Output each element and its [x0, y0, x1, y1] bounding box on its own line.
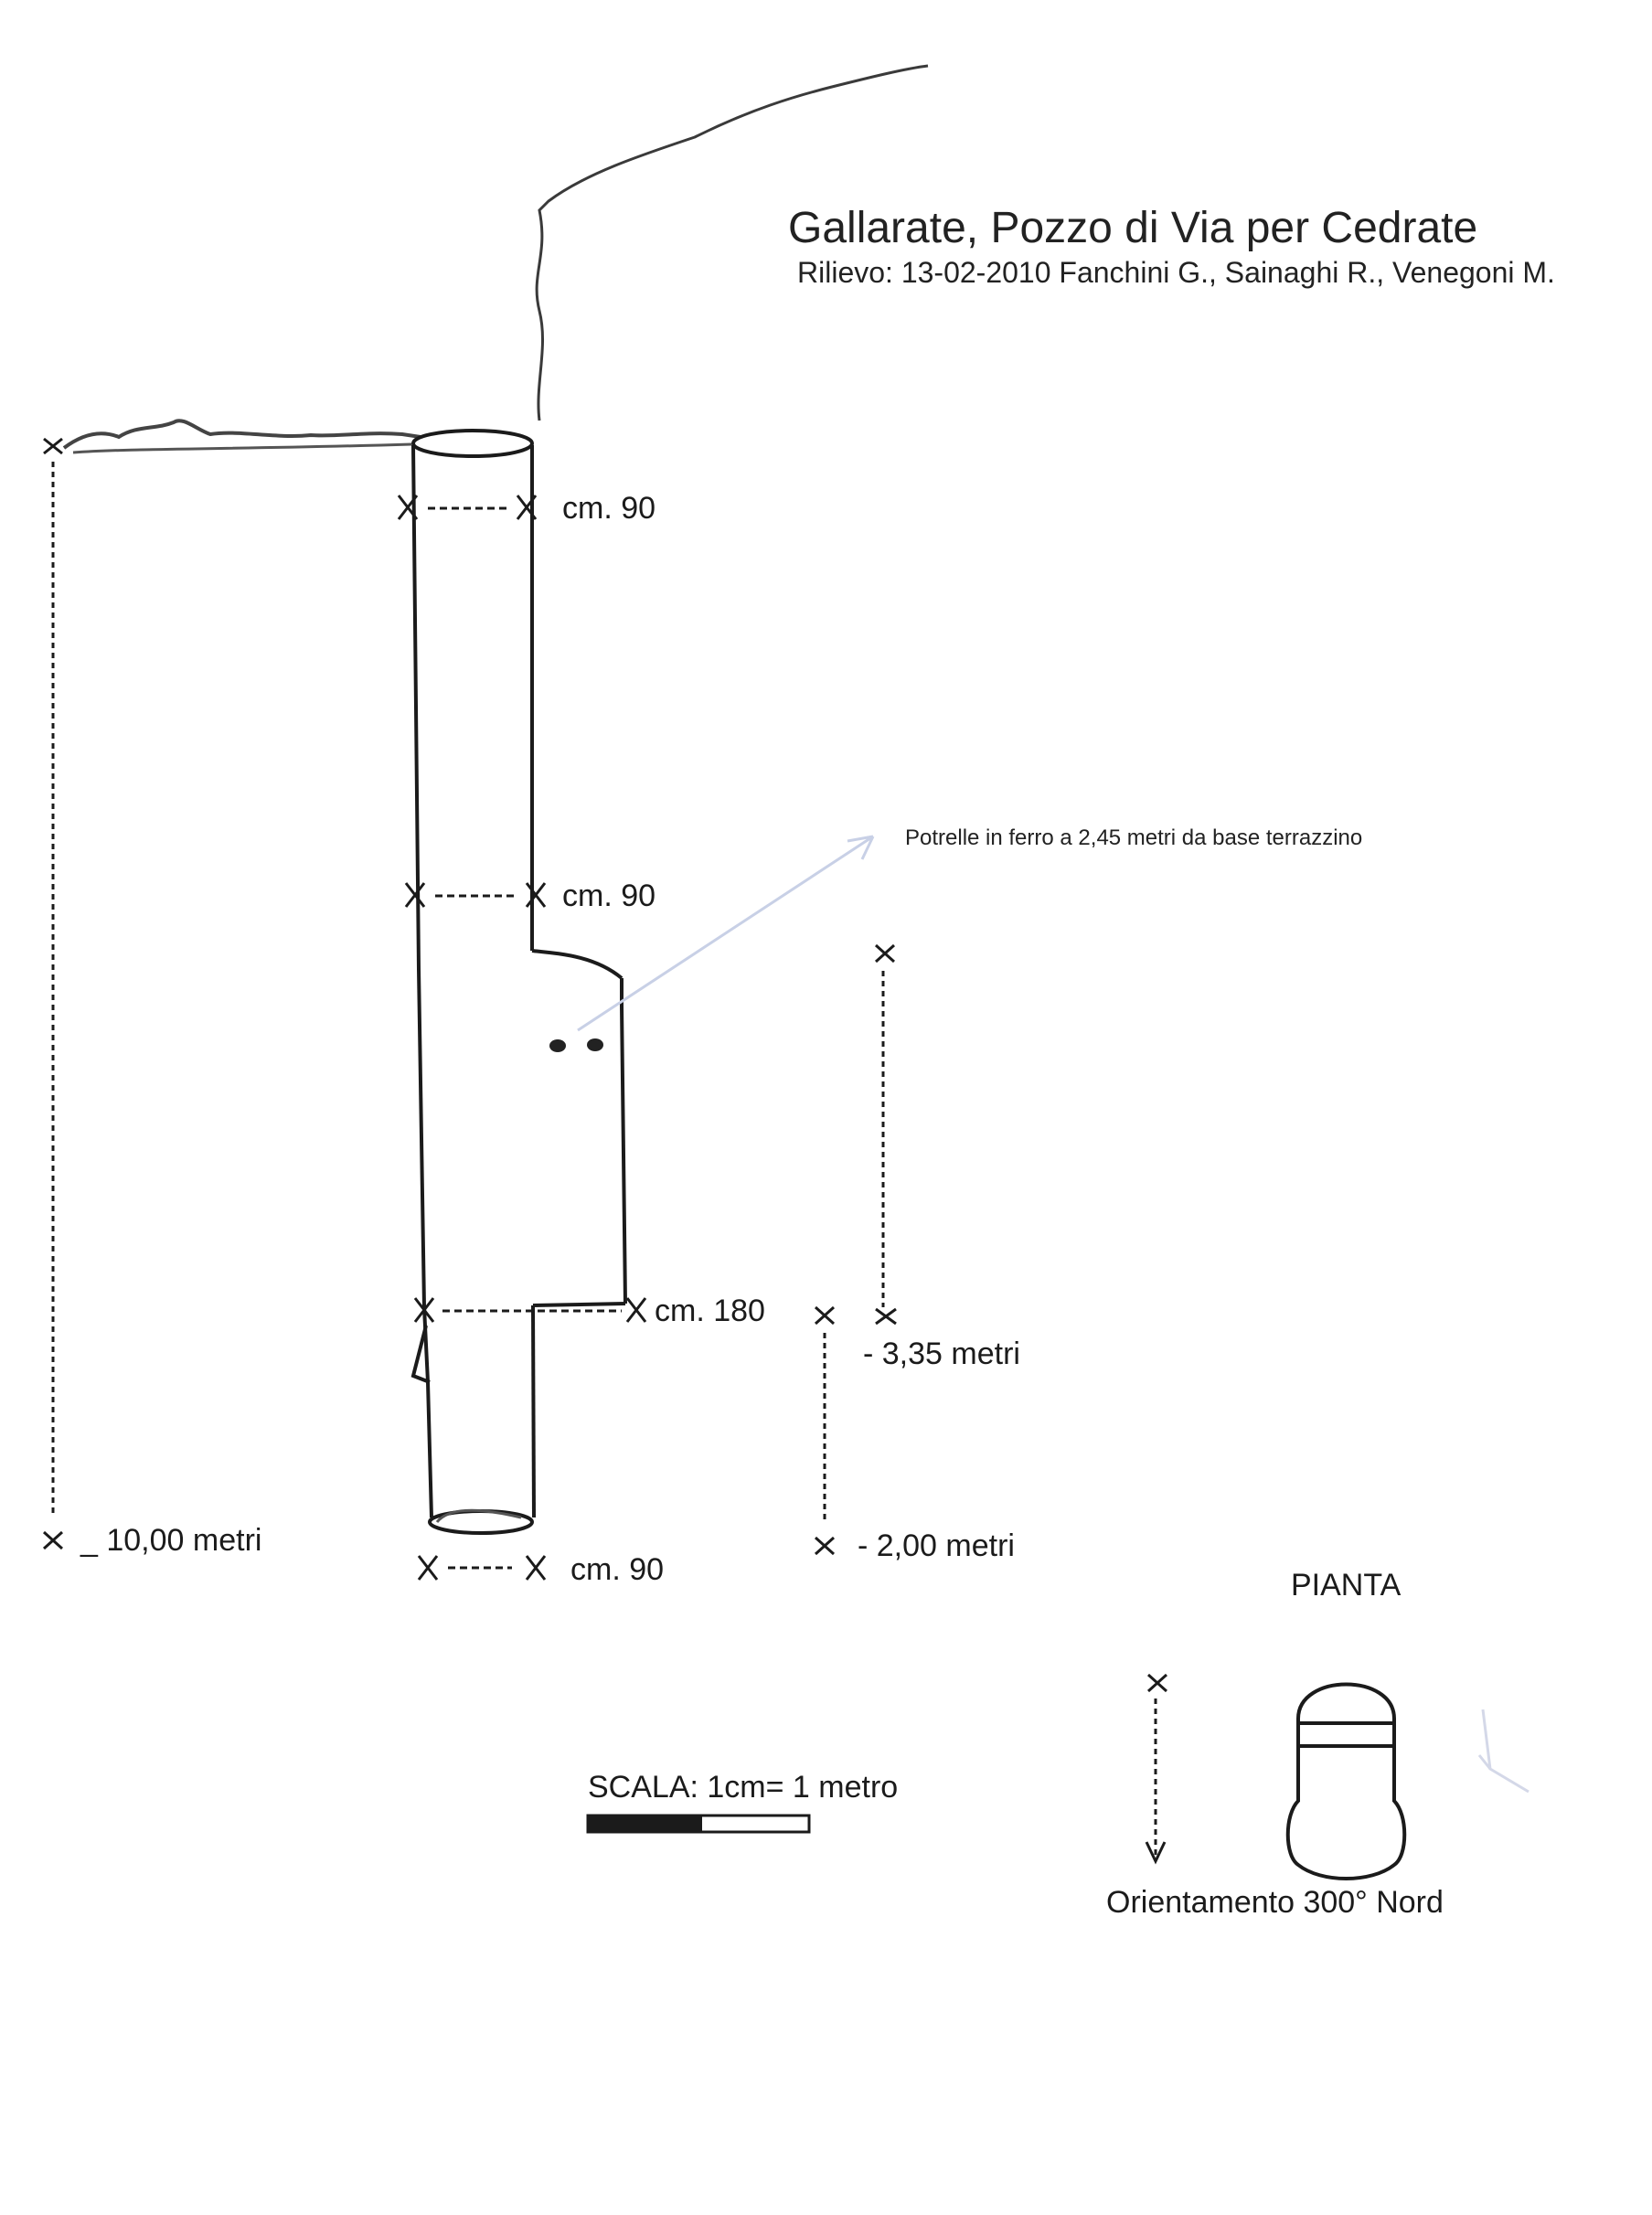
ground-surface	[64, 421, 421, 448]
page-title: Gallarate, Pozzo di Via per Cedrate	[788, 204, 1478, 252]
beam-dot	[587, 1038, 603, 1051]
total-depth-label: _ 10,00 metri	[80, 1523, 262, 1558]
mid-width-label: cm. 90	[562, 879, 656, 913]
width-markers	[399, 495, 645, 1580]
terrace-height-label: - 3,35 metri	[863, 1336, 1020, 1371]
survey-credits: Rilievo: 13-02-2010 Fanchini G., Sainaghi R., Venegoni M.	[797, 256, 1555, 289]
beams-annotation: Potrelle in ferro a 2,45 metri da base terrazzino	[905, 825, 1363, 850]
plan-view	[1288, 1685, 1405, 1880]
scale-bar	[588, 1816, 809, 1832]
beam-dot	[549, 1039, 566, 1052]
orientation-arrow	[1146, 1675, 1167, 1861]
well-shaft	[413, 431, 625, 1533]
top-width-label: cm. 90	[562, 491, 656, 526]
well-mouth	[413, 431, 532, 456]
plan-title: PIANTA	[1291, 1568, 1402, 1603]
depth-markers	[44, 439, 896, 1554]
wide-width-label: cm. 180	[655, 1294, 765, 1328]
orientation-label: Orientamento 300° Nord	[1106, 1885, 1444, 1920]
faint-north-mark	[1479, 1709, 1529, 1792]
scale-label: SCALA: 1cm= 1 metro	[588, 1770, 899, 1805]
annotation-arrow	[578, 836, 873, 1030]
lower-height-label: - 2,00 metri	[858, 1528, 1015, 1563]
bottom-width-label: cm. 90	[570, 1552, 665, 1587]
